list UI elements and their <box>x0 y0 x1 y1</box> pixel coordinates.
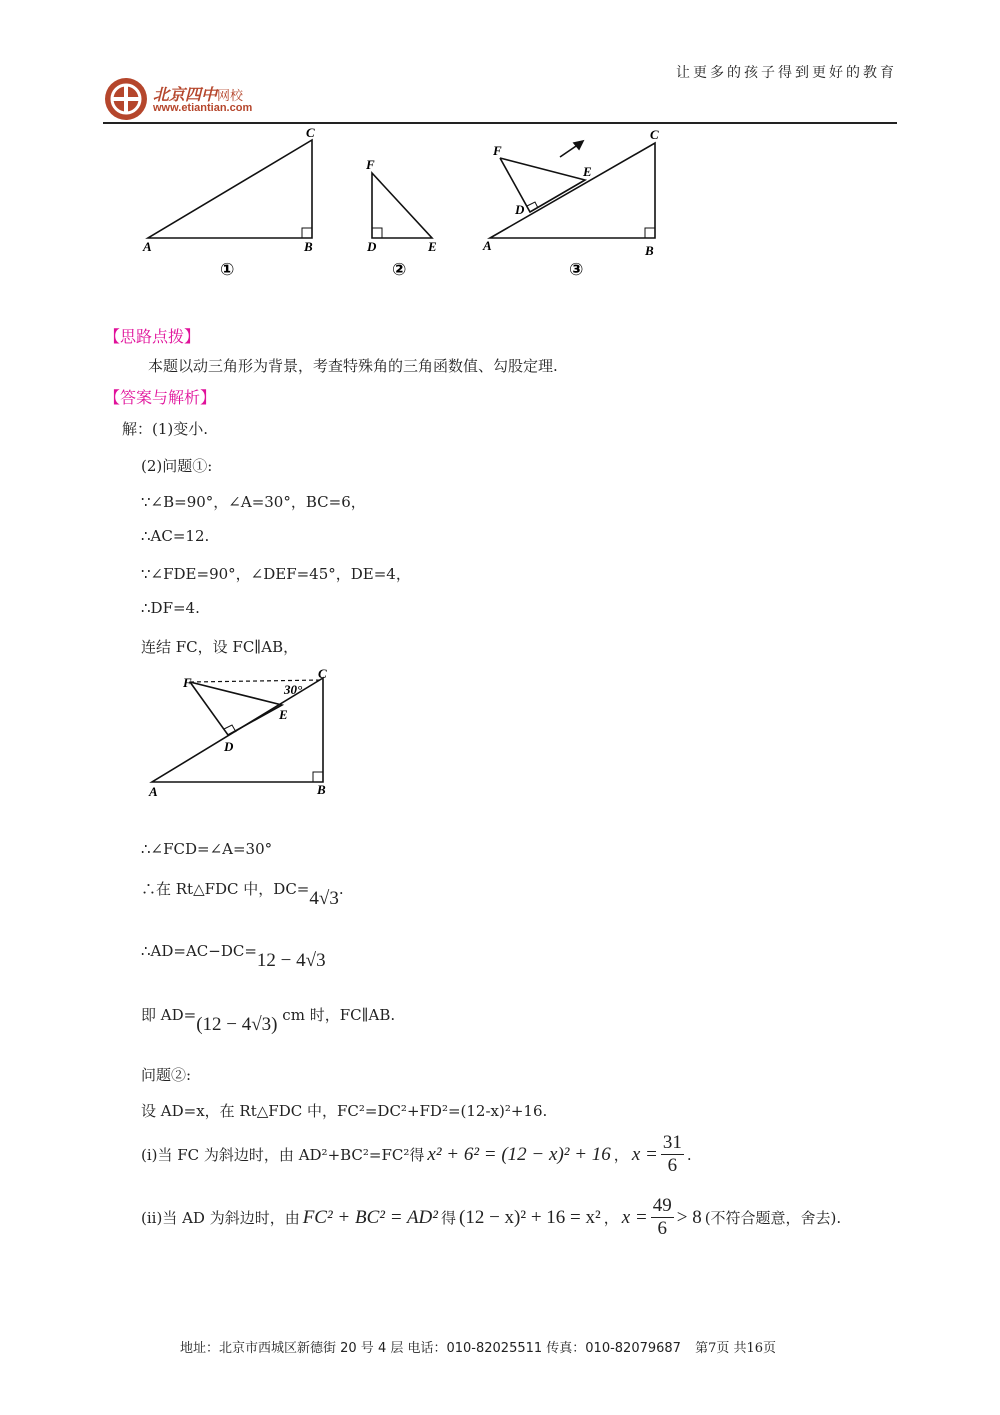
figure-4 <box>130 660 350 805</box>
hint-text: 本题以动三角形为背景，考查特殊角的三角函数值、勾股定理. <box>148 357 558 375</box>
triangle-1 <box>148 140 312 238</box>
fig4-label: E <box>279 707 288 722</box>
fig1-label: A <box>143 239 152 254</box>
fig2-label: F <box>366 157 375 172</box>
fig4-label: A <box>149 784 158 799</box>
header-slogan: 让更多的孩子得到更好的教育 <box>676 65 897 81</box>
fig2-caption: ② <box>392 260 407 280</box>
fig4-label: C <box>318 666 327 681</box>
solution-line: 设 AD=x，在 Rt△FDC 中，FC²=DC²+FD²=(12-x)²+16. <box>141 1102 548 1120</box>
page-number: 第7页 共16页 <box>695 1341 777 1356</box>
fig3-label: E <box>583 164 592 179</box>
text: (i)当 FC 为斜边时，由 AD²+BC²=FC²得 <box>141 1146 425 1164</box>
logo-url: www.etiantian.com <box>153 102 253 114</box>
text: ∴在 Rt△FDC 中，DC= <box>141 880 310 898</box>
solution-line <box>141 1132 692 1177</box>
solution-line: (2)问题①: <box>141 457 213 475</box>
fig1-label: B <box>304 239 313 254</box>
fig4-label: F <box>183 675 192 690</box>
math-expr: (12 − x)² + 16 = x² <box>459 1206 601 1228</box>
text: cm 时，FC∥AB. <box>282 1006 396 1024</box>
fraction <box>661 1132 684 1177</box>
solution-line <box>141 878 344 909</box>
math-expr: 12 − 4√3 <box>256 950 326 971</box>
solution-line <box>141 1195 841 1240</box>
text: (不符合题意，舍去). <box>704 1209 842 1227</box>
footer-address: 地址：北京市西城区新德街 20 号 4 层 电话：010-82025511 传真：010-82079687 <box>180 1341 681 1356</box>
fig4-label: B <box>317 782 326 797</box>
solution-line: 解：(1)变小. <box>122 420 209 438</box>
logo-name: 北京四中 <box>153 85 218 104</box>
fig3-caption: ③ <box>569 260 584 280</box>
solution-line: 连结 FC，设 FC∥AB， <box>141 638 299 656</box>
numerator: 49 <box>652 1195 672 1216</box>
denominator: 6 <box>657 1218 667 1239</box>
math-expr: 4√3 <box>309 888 339 909</box>
text: 即 AD= <box>141 1006 197 1024</box>
numerator: 31 <box>662 1132 682 1153</box>
fig3-label: B <box>645 243 654 258</box>
text: (ii)当 AD 为斜边时，由 <box>141 1209 300 1227</box>
fig3-label: F <box>493 143 502 158</box>
solution-line: ∴∠FCD=∠A=30° <box>141 840 273 858</box>
text: . <box>686 1145 692 1164</box>
logo-emblem-icon <box>103 76 149 122</box>
text: ， <box>613 1146 629 1164</box>
math-expr: x = <box>631 1143 658 1165</box>
triangle-3-def <box>500 158 585 212</box>
text: ∴AD=AC−DC= <box>141 942 257 960</box>
logo-sub: 网校 <box>217 89 244 104</box>
figures-top <box>0 120 1000 290</box>
math-expr: FC² + BC² = AD² <box>302 1206 438 1228</box>
solution-line <box>141 940 326 971</box>
text: . <box>338 880 344 898</box>
fig3-label: C <box>650 127 659 142</box>
fig3-label: D <box>515 202 525 217</box>
solution-line: ∵∠FDE=90°，∠DEF=45°，DE=4， <box>141 565 411 583</box>
fig3-label: A <box>483 238 492 253</box>
solution-line <box>141 1004 396 1035</box>
hint-title: 【思路点拨】 <box>104 327 201 346</box>
solution-line: ∴DF=4. <box>141 599 200 617</box>
fig2-label: E <box>428 239 437 254</box>
math-expr: > 8 <box>676 1206 702 1228</box>
fig1-caption: ① <box>220 260 235 280</box>
math-expr: x = <box>621 1206 648 1228</box>
math-expr: (12 − 4√3) <box>196 1014 278 1035</box>
text: 得 <box>440 1209 456 1227</box>
answer-title: 【答案与解析】 <box>104 388 217 407</box>
fig2-label: D <box>367 239 377 254</box>
footer <box>180 1337 776 1356</box>
text: ， <box>603 1209 619 1227</box>
fig4-label: D <box>224 739 234 754</box>
solution-line: ∴AC=12. <box>141 527 210 545</box>
fig1-label: C <box>306 125 315 140</box>
solution-line: 问题②: <box>141 1066 192 1084</box>
fig4-angle: 30° <box>284 682 303 697</box>
math-expr: x² + 6² = (12 − x)² + 16 <box>427 1143 611 1165</box>
denominator: 6 <box>667 1155 678 1176</box>
fraction <box>651 1195 674 1240</box>
triangle-3-abc <box>490 143 655 238</box>
solution-line: ∵∠B=90°，∠A=30°，BC=6， <box>141 493 366 511</box>
